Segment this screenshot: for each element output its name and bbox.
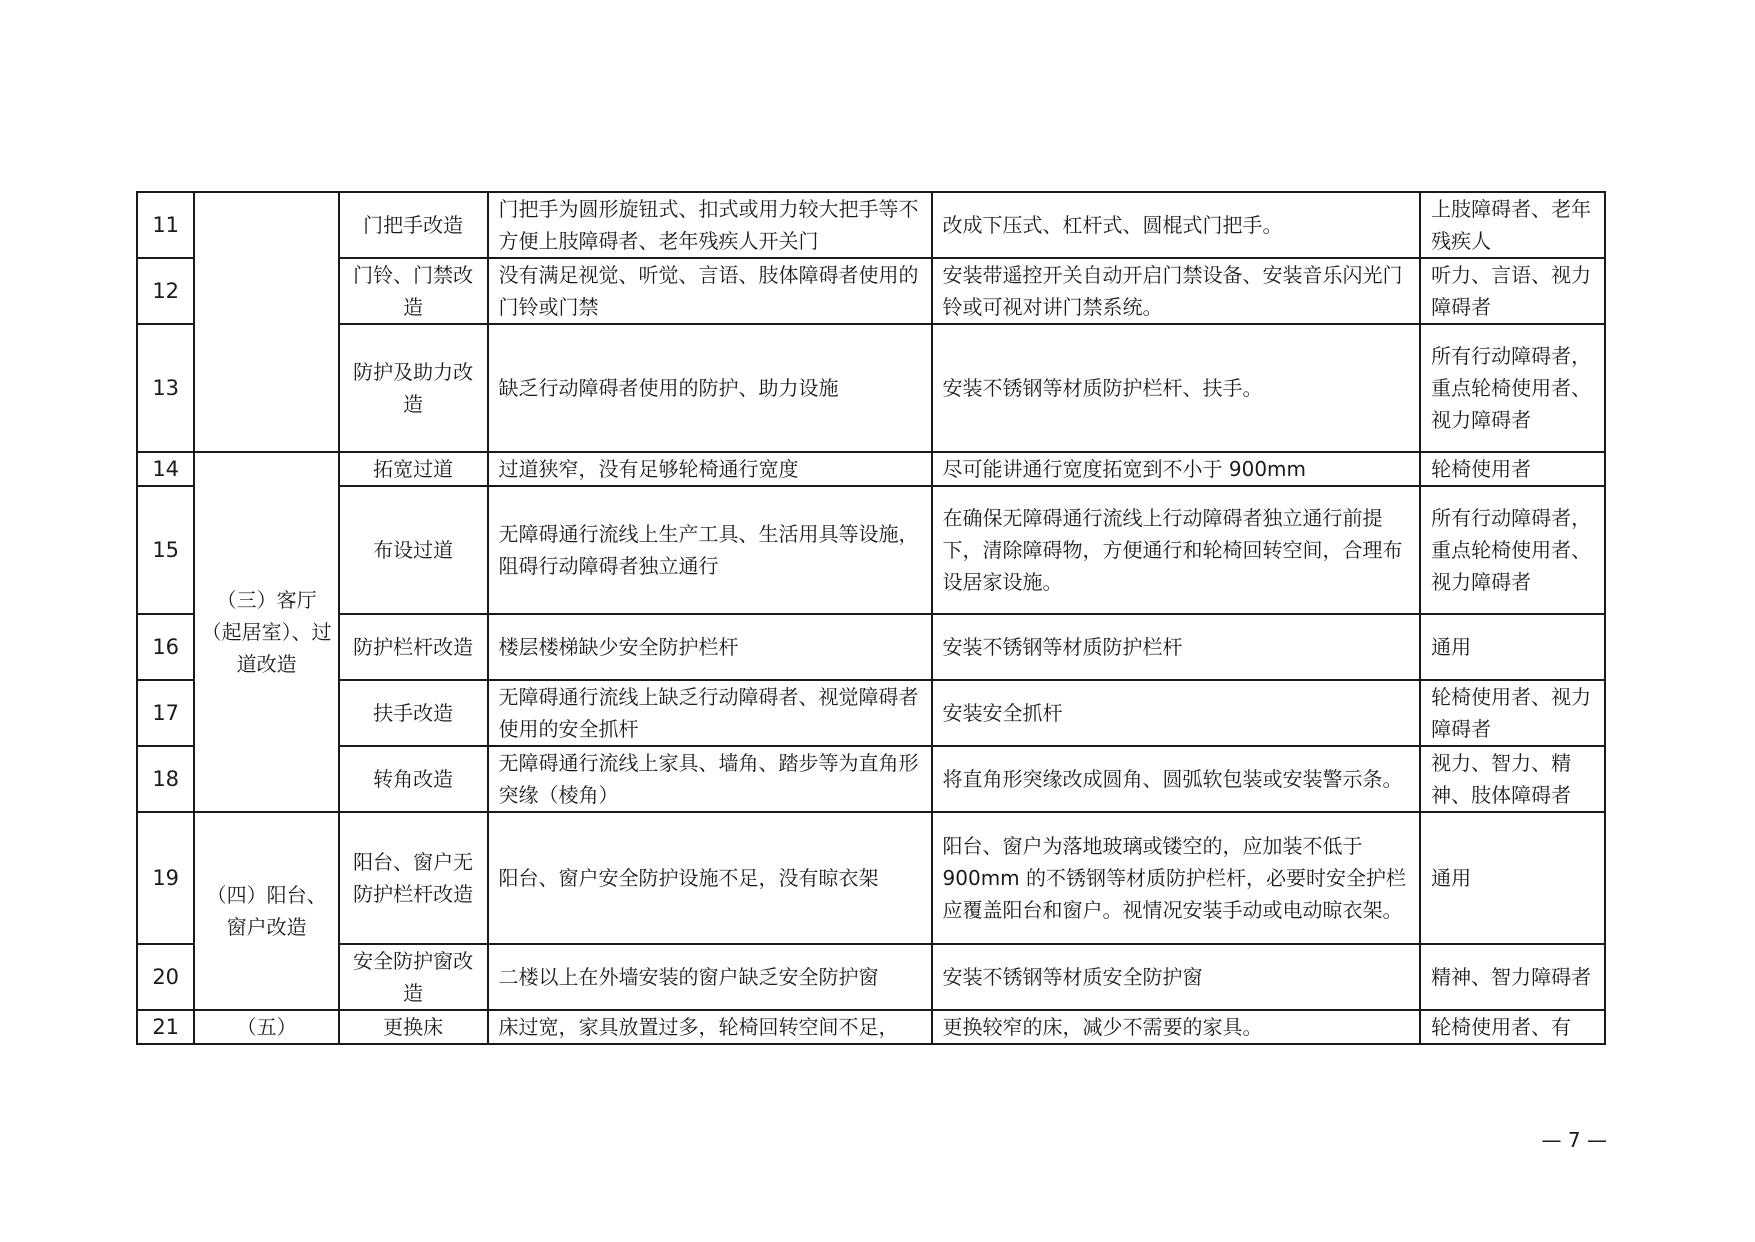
row-number: 14	[137, 452, 194, 486]
problem-cell: 无障碍通行流线上生产工具、生活用具等设施，阻碍行动障碍者独立通行	[488, 486, 932, 614]
row-number: 11	[137, 192, 194, 258]
row-number: 20	[137, 944, 194, 1010]
category-cell: （五）	[194, 1010, 338, 1044]
item-cell: 扶手改造	[339, 680, 488, 746]
target-cell: 精神、智力障碍者	[1420, 944, 1605, 1010]
solution-cell: 安装不锈钢等材质防护栏杆、扶手。	[932, 324, 1421, 452]
problem-cell: 无障碍通行流线上家具、墙角、踏步等为直角形突缘（棱角）	[488, 746, 932, 812]
solution-cell: 尽可能讲通行宽度拓宽到不小于 900mm	[932, 452, 1421, 486]
problem-cell: 二楼以上在外墙安装的窗户缺乏安全防护窗	[488, 944, 932, 1010]
target-cell: 上肢障碍者、老年残疾人	[1420, 192, 1605, 258]
item-cell: 更换床	[339, 1010, 488, 1044]
table-row	[137, 1010, 1605, 1044]
problem-cell: 过道狭窄，没有足够轮椅通行宽度	[488, 452, 932, 486]
solution-cell: 更换较窄的床，减少不需要的家具。	[932, 1010, 1421, 1044]
target-cell: 所有行动障碍者，重点轮椅使用者、视力障碍者	[1420, 486, 1605, 614]
item-cell: 防护栏杆改造	[339, 614, 488, 680]
table-row	[137, 192, 1605, 258]
page-number: — 7 —	[1541, 1128, 1607, 1152]
table-row	[137, 812, 1605, 944]
row-number: 16	[137, 614, 194, 680]
table-row	[137, 746, 1605, 812]
category-cell: （三）客厅（起居室）、过道改造	[194, 452, 338, 812]
solution-cell: 安装不锈钢等材质防护栏杆	[932, 614, 1421, 680]
solution-cell: 在确保无障碍通行流线上行动障碍者独立通行前提下，清除障碍物，方便通行和轮椅回转空间，合理布设居家设施。	[932, 486, 1421, 614]
item-cell: 阳台、窗户无防护栏杆改造	[339, 812, 488, 944]
item-cell: 防护及助力改造	[339, 324, 488, 452]
category-cell-empty	[194, 192, 338, 452]
problem-cell: 缺乏行动障碍者使用的防护、助力设施	[488, 324, 932, 452]
target-cell: 视力、智力、精神、肢体障碍者	[1420, 746, 1605, 812]
item-cell: 转角改造	[339, 746, 488, 812]
problem-cell: 无障碍通行流线上缺乏行动障碍者、视觉障碍者使用的安全抓杆	[488, 680, 932, 746]
target-cell: 听力、言语、视力障碍者	[1420, 258, 1605, 324]
solution-cell: 将直角形突缘改成圆角、圆弧软包装或安装警示条。	[932, 746, 1421, 812]
solution-cell: 安装安全抓杆	[932, 680, 1421, 746]
solution-cell: 安装带遥控开关自动开启门禁设备、安装音乐闪光门铃或可视对讲门禁系统。	[932, 258, 1421, 324]
table-row	[137, 680, 1605, 746]
row-number: 18	[137, 746, 194, 812]
solution-cell: 阳台、窗户为落地玻璃或镂空的，应加装不低于 900mm 的不锈钢等材质防护栏杆，必要时安全护栏应覆盖阳台和窗户。视情况安装手动或电动晾衣架。	[932, 812, 1421, 944]
target-cell: 通用	[1420, 614, 1605, 680]
item-cell: 布设过道	[339, 486, 488, 614]
row-number: 13	[137, 324, 194, 452]
row-number: 21	[137, 1010, 194, 1044]
problem-cell: 楼层楼梯缺少安全防护栏杆	[488, 614, 932, 680]
item-cell: 门铃、门禁改造	[339, 258, 488, 324]
renovation-table	[136, 191, 1606, 1045]
table-row	[137, 258, 1605, 324]
target-cell: 通用	[1420, 812, 1605, 944]
table-row	[137, 486, 1605, 614]
problem-cell: 阳台、窗户安全防护设施不足，没有晾衣架	[488, 812, 932, 944]
row-number: 12	[137, 258, 194, 324]
category-cell: （四）阳台、窗户改造	[194, 812, 338, 1010]
row-number: 19	[137, 812, 194, 944]
table-row	[137, 614, 1605, 680]
table-row	[137, 324, 1605, 452]
row-number: 17	[137, 680, 194, 746]
target-cell: 轮椅使用者	[1420, 452, 1605, 486]
target-cell: 轮椅使用者、有	[1420, 1010, 1605, 1044]
item-cell: 门把手改造	[339, 192, 488, 258]
solution-cell: 改成下压式、杠杆式、圆棍式门把手。	[932, 192, 1421, 258]
row-number: 15	[137, 486, 194, 614]
problem-cell: 床过宽，家具放置过多，轮椅回转空间不足，	[488, 1010, 932, 1044]
table-row	[137, 944, 1605, 1010]
item-cell: 安全防护窗改造	[339, 944, 488, 1010]
item-cell: 拓宽过道	[339, 452, 488, 486]
problem-cell: 没有满足视觉、听觉、言语、肢体障碍者使用的门铃或门禁	[488, 258, 932, 324]
target-cell: 所有行动障碍者，重点轮椅使用者、视力障碍者	[1420, 324, 1605, 452]
problem-cell: 门把手为圆形旋钮式、扣式或用力较大把手等不方便上肢障碍者、老年残疾人开关门	[488, 192, 932, 258]
table-row	[137, 452, 1605, 486]
target-cell: 轮椅使用者、视力障碍者	[1420, 680, 1605, 746]
solution-cell: 安装不锈钢等材质安全防护窗	[932, 944, 1421, 1010]
